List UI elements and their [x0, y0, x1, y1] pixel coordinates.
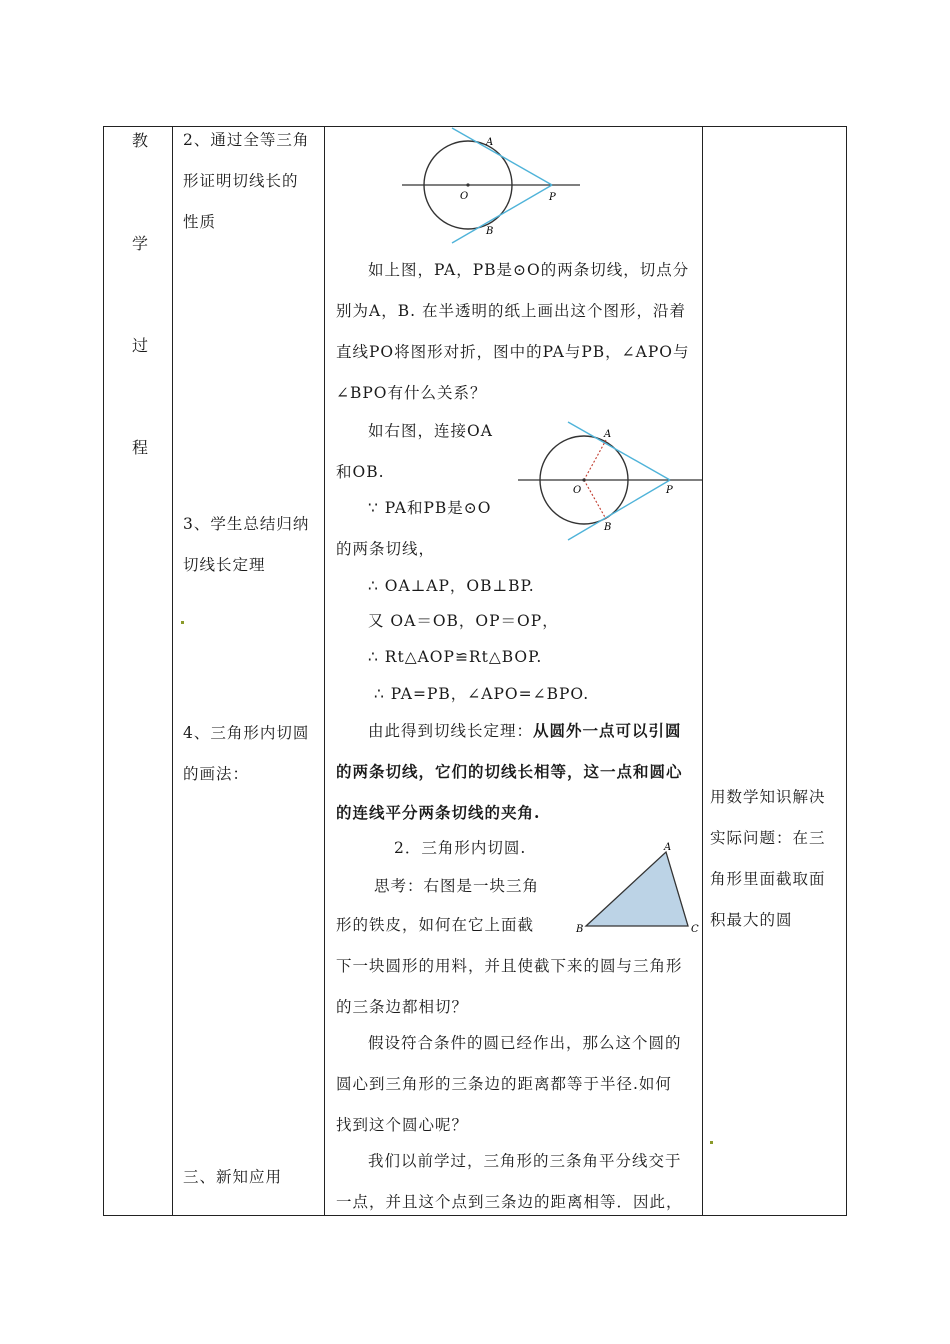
step-4-line: 4、三角形内切圆	[183, 724, 310, 742]
question-line: 别为A，B. 在半透明的纸上画出这个图形，沿着	[336, 302, 686, 320]
tangent-figure-1	[400, 126, 585, 248]
subheading: 2．三角形内切圆.	[394, 839, 527, 857]
step-4-line: 的画法：	[183, 765, 250, 783]
note-line: 角形里面截取面	[710, 870, 826, 888]
point-label-p: P	[549, 192, 556, 203]
step-3-line: 3、学生总结归纳	[183, 515, 310, 533]
learned-line: 我们以前学过，三角形的三条角平分线交于	[368, 1152, 682, 1170]
point-label-b: B	[486, 226, 494, 237]
point-label-c: C	[691, 924, 699, 935]
stage-char: 教	[132, 131, 150, 150]
proof-line: ∴ OA⊥AP，OB⊥BP.	[368, 577, 535, 595]
note-line: 用数学知识解决	[710, 788, 826, 806]
proof-line: ∴ Rt△AOP≌Rt△BOP.	[368, 648, 543, 666]
point-label-p: P	[666, 485, 673, 496]
section-heading: 三、新知应用	[183, 1168, 283, 1186]
proof-line: ∵ PA和PB是⊙O	[368, 499, 492, 517]
theorem-text: 的连线平分两条切线的夹角.	[336, 803, 541, 822]
point-label-a: A	[486, 137, 494, 148]
assume-line: 找到这个圆心呢？	[336, 1116, 469, 1134]
assume-line: 圆心到三角形的三条边的距离都等于半径.如何	[336, 1075, 672, 1093]
proof-line: 又 OA＝OB，OP＝OP，	[368, 612, 559, 630]
step-2-line: 2、通过全等三角	[183, 131, 310, 149]
theorem-text: 从圆外一点可以引圆	[533, 721, 682, 740]
think-line: 形的铁皮，如何在它上面截	[336, 916, 535, 934]
think-line: 的三条边都相切？	[336, 998, 469, 1016]
step-2-line: 形证明切线长的	[183, 172, 299, 190]
theorem-line	[368, 710, 682, 752]
point-label-a: A	[604, 429, 612, 440]
step-3-line: 切线长定理	[183, 556, 266, 574]
proof-line: 如右图，连接OA	[368, 422, 493, 440]
step-2-line: 性质	[183, 213, 217, 231]
question-line: 直线PO将图形对折，图中的PA与PB，∠APO与	[336, 343, 690, 361]
point-label-b: B	[604, 522, 612, 533]
learned-line: 一点，并且这个点到三条边的距离相等．因此，	[336, 1193, 683, 1211]
proof-line: 和OB.	[336, 463, 385, 481]
stray-mark	[181, 621, 184, 624]
proof-line: ∴ PA=PB，∠APO=∠BPO.	[374, 685, 590, 703]
question-line: ∠BPO有什么关系？	[336, 384, 487, 402]
tangent-figure-2	[518, 418, 702, 544]
table-divider	[324, 126, 325, 1216]
question-line: 如上图，PA，PB是⊙O的两条切线，切点分	[368, 261, 690, 279]
think-line: 下一块圆形的用料，并且使截下来的圆与三角形	[336, 957, 683, 975]
stage-char: 程	[132, 438, 150, 457]
point-label-a: A	[664, 842, 672, 853]
triangle-figure	[574, 840, 704, 936]
point-label-o: O	[573, 485, 582, 496]
stray-mark	[710, 1141, 713, 1144]
theorem-text: 的两条切线，它们的切线长相等，这一点和圆心	[336, 762, 683, 781]
think-line: 思考：右图是一块三角	[374, 877, 540, 895]
table-divider	[172, 126, 173, 1216]
theorem-prefix: 由此得到切线长定理：	[368, 722, 534, 740]
stage-char: 过	[132, 336, 150, 355]
point-label-b: B	[576, 924, 584, 935]
point-label-o: O	[460, 191, 469, 202]
note-line: 实际问题：在三	[710, 829, 826, 847]
stage-char: 学	[132, 234, 150, 253]
note-line: 积最大的圆	[710, 911, 793, 929]
assume-line: 假设符合条件的圆已经作出，那么这个圆的	[368, 1034, 682, 1052]
proof-line: 的两条切线，	[336, 540, 436, 558]
